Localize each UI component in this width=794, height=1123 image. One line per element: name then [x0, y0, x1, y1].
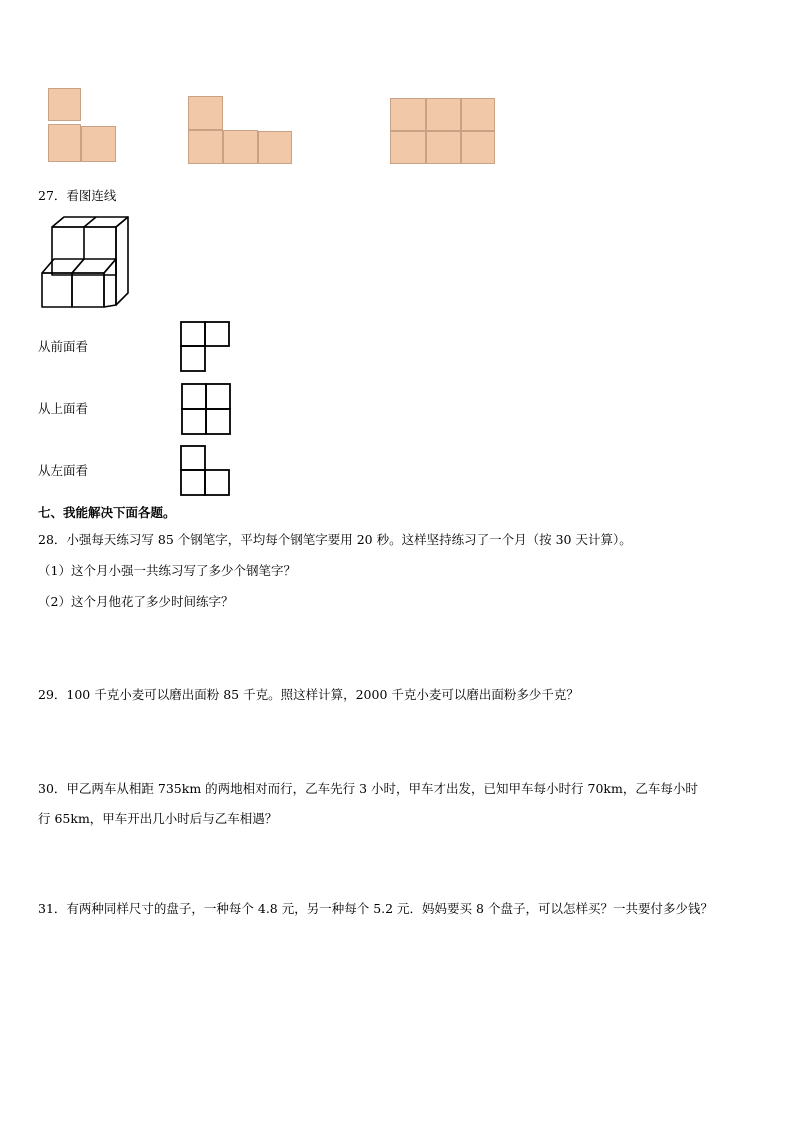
tile	[390, 98, 426, 131]
question-30-line-2: 行 65km，甲车开出几小时后与乙车相遇？	[38, 811, 278, 826]
tile	[81, 126, 116, 162]
tile	[258, 131, 292, 164]
tile	[48, 88, 81, 121]
view-label-left: 从左面看	[38, 463, 89, 478]
tile	[188, 96, 223, 130]
question-30-line-1: 30．甲乙两车从相距 735km 的两地相对而行，乙车先行 3 小时，甲车才出发，已知甲车每小时行 70km，乙车每小时	[38, 781, 698, 796]
cube-solid-figure	[38, 215, 130, 315]
tile	[390, 131, 426, 164]
question-28-stem: 28．小强每天练习写 85 个钢笔字，平均每个钢笔字要用 20 秒。这样坚持练习了一个月（按 30 天计算）。	[38, 532, 632, 547]
view-label-top: 从上面看	[38, 401, 89, 416]
question-29-stem: 29．100 千克小麦可以磨出面粉 85 千克。照这样计算，2000 千克小麦可以磨出面粉多少千克？	[38, 687, 579, 702]
view-figure-1	[179, 320, 231, 374]
view-figure-3	[179, 444, 231, 498]
question-28-sub-1: （1）这个月小强一共练习写了多少个钢笔字？	[38, 563, 296, 578]
question-27-title: 27．看图连线	[38, 188, 117, 203]
tile	[461, 131, 495, 164]
tile	[461, 98, 495, 131]
question-31-stem: 31．有两种同样尺寸的盘子，一种每个 4.8 元，另一种每个 5.2 元．妈妈要买 8 个盘子，可以怎样买？一共要付多少钱？	[38, 901, 713, 916]
tile	[48, 124, 81, 162]
tile	[426, 131, 461, 164]
tile	[188, 130, 223, 164]
view-figure-2	[180, 382, 232, 436]
view-label-front: 从前面看	[38, 339, 89, 354]
tile	[426, 98, 461, 131]
section-heading: 七、我能解决下面各题。	[38, 505, 176, 520]
question-28-sub-2: （2）这个月他花了多少时间练字？	[38, 594, 234, 609]
tile	[223, 130, 258, 164]
